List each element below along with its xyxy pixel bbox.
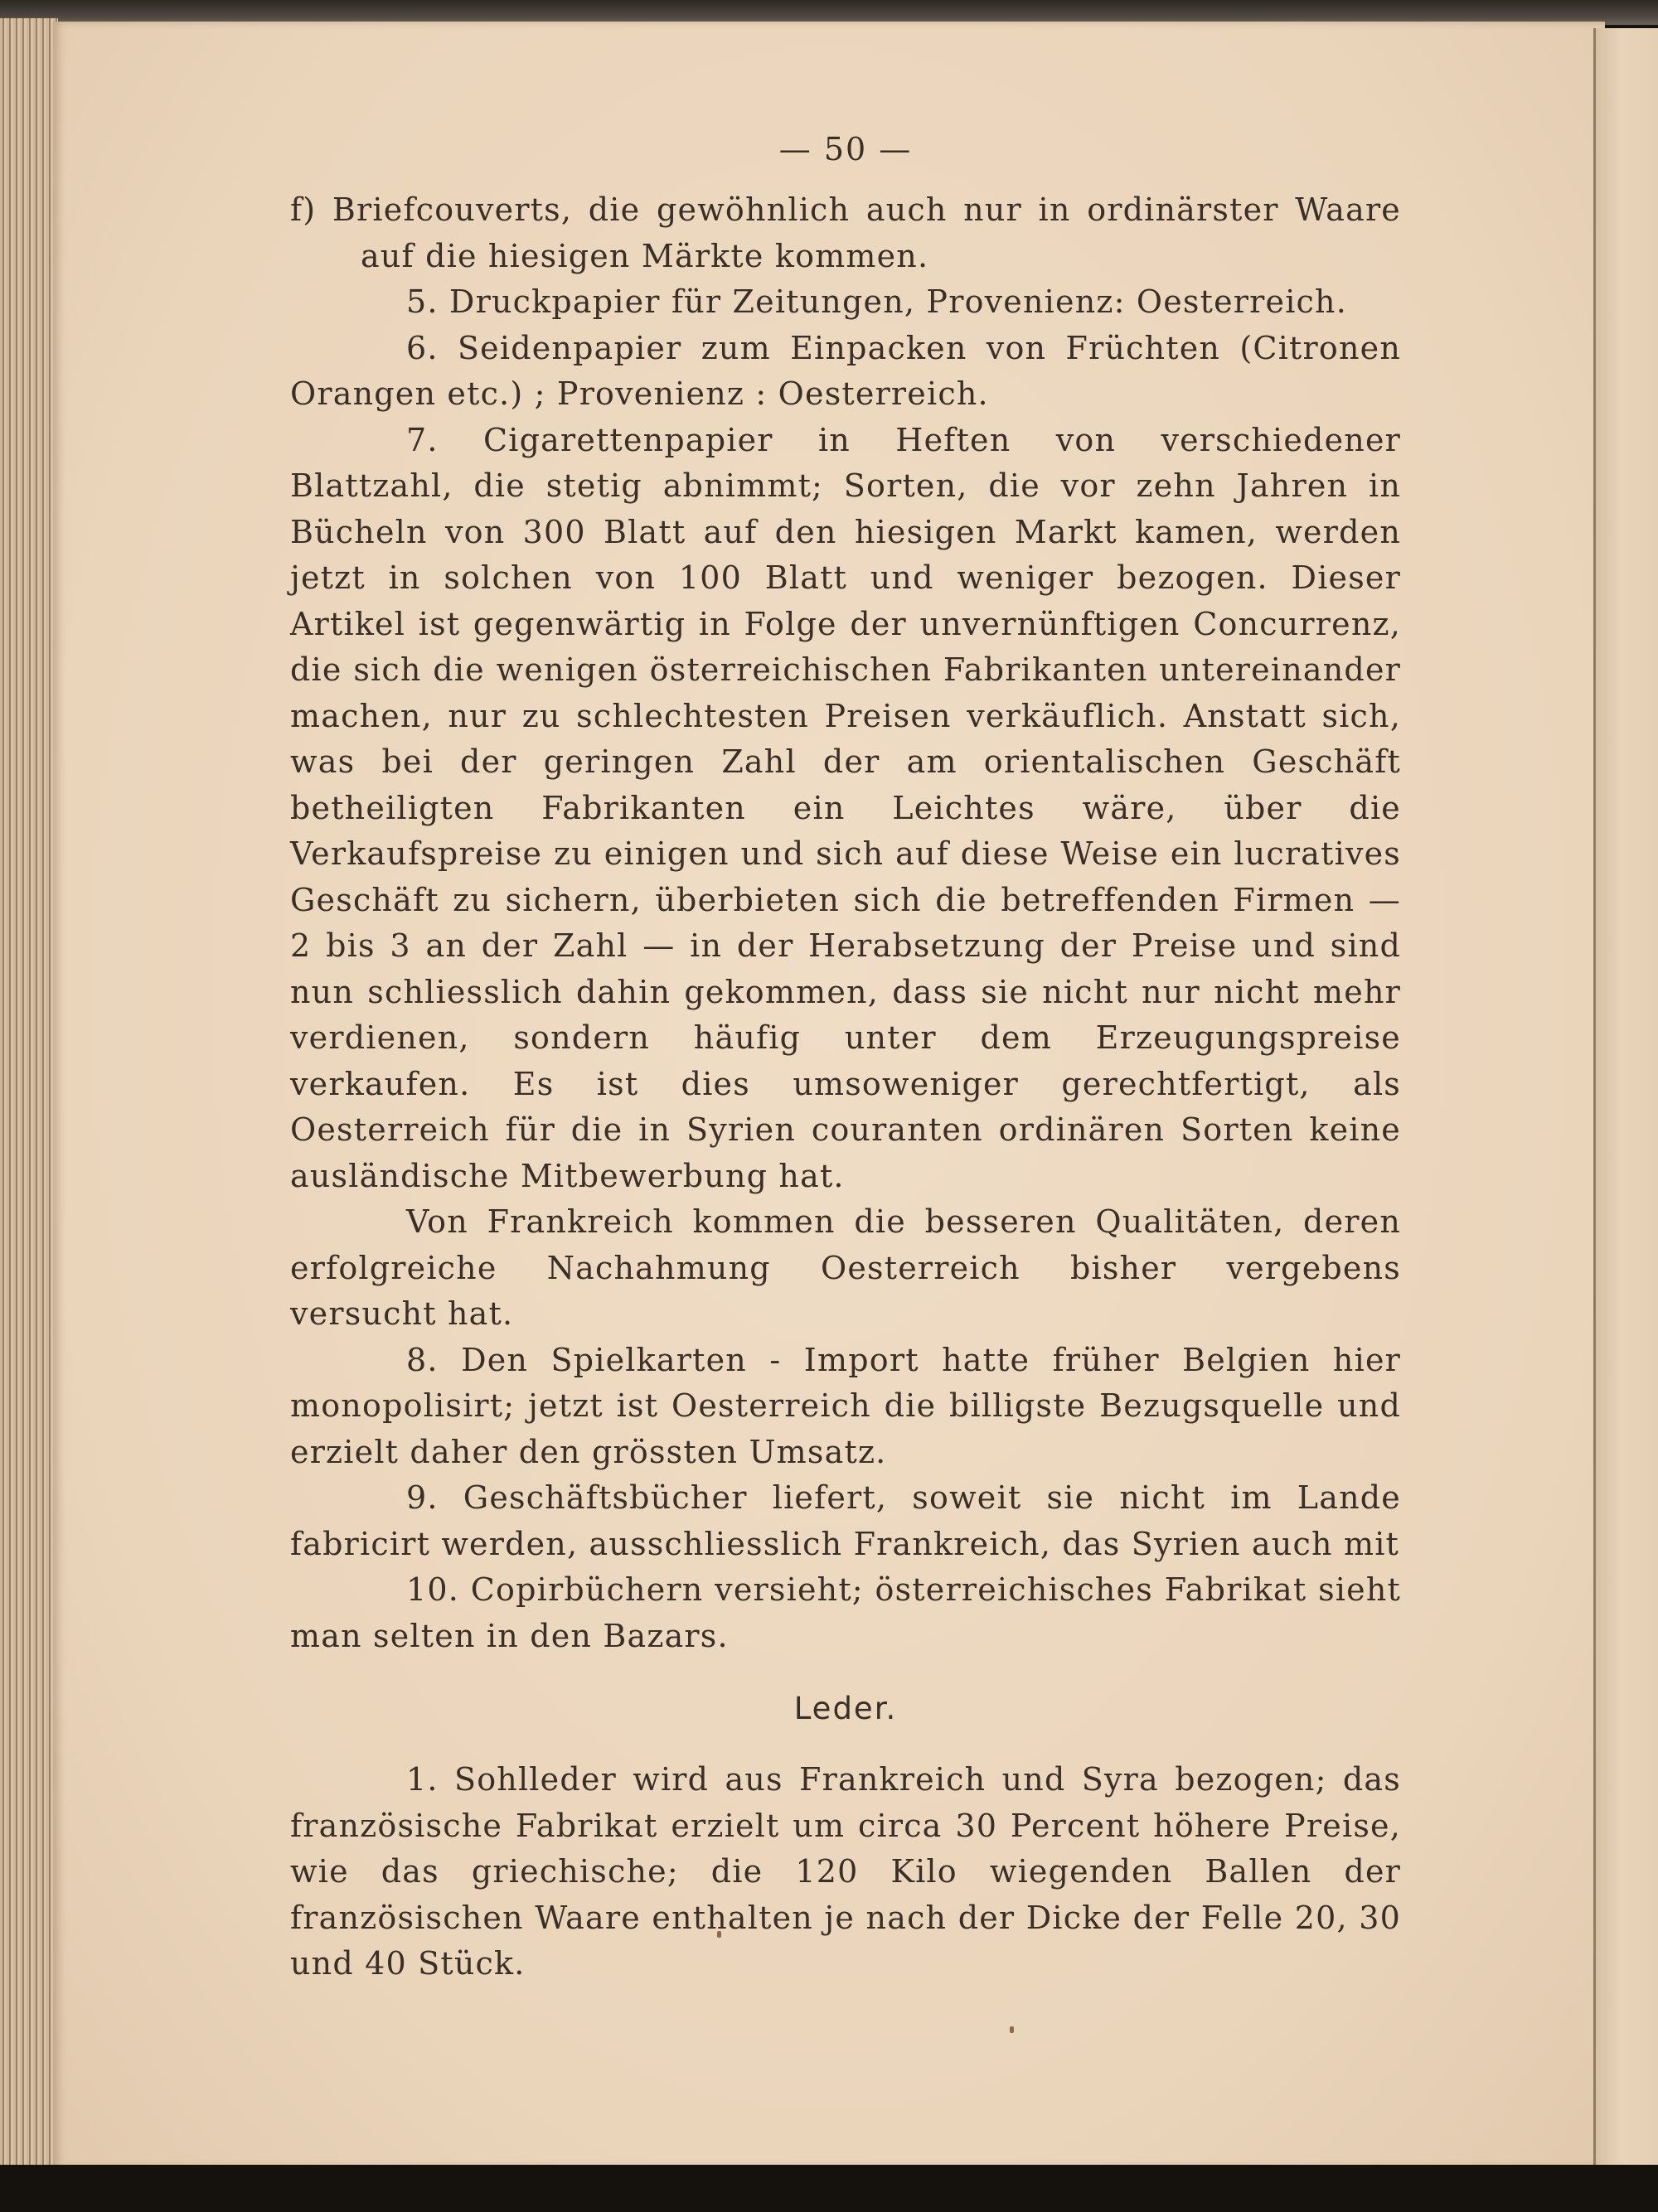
paragraph-item-10: 10. Copirbüchern versieht; österreichisches Fabrikat sieht man selten in den Bazars. xyxy=(290,1571,1401,1654)
paragraph-item-6: 6. Seidenpapier zum Einpacken von Früchten (Citronen Orangen etc.) ; Provenienz : Oesterreich. xyxy=(290,329,1401,412)
paragraph-item-5: 5. Druckpapier für Zeitungen, Provenienz: Oesterreich. xyxy=(406,283,1347,320)
page-text xyxy=(290,116,1401,1987)
section-heading-leder: Leder. xyxy=(793,1691,898,1726)
paper-speck xyxy=(1010,2026,1014,2033)
page-number: — 50 — xyxy=(778,131,913,167)
next-page-edge xyxy=(1593,28,1658,2175)
paragraph-item-7: 7. Cigarettenpapier in Heften von verschiedener Blattzahl, die stetig abnimmt; Sorten, die vor zehn Jahren in Bücheln von 300 Blatt auf den hiesigen Markt kamen, werden jetzt in solchen von 100 Blatt und weniger bezogen. Dieser Artikel ist gegenwärtig in Folge der unvernünftigen Concurrenz, die sich die wenigen österreichischen Fabrikanten untereinander machen, nur zu schlechtesten Preisen verkäuflich. Anstatt sich, was bei der geringen Zahl der am orientalischen Geschäft betheiligten Fabrikanten ein Leichtes wäre, über die Verkaufspreise zu einigen und sich auf diese Weise ein lucratives Geschäft zu sichern, überbieten sich die betreffenden Firmen — 2 bis 3 an der Zahl — in der Herabsetzung der Preise und sind nun schliesslich dahin gekommen, dass sie nicht nur nicht mehr verdienen, sondern häufig unter dem Erzeugungspreise verkaufen. Es ist dies umsoweniger gerechtfertigt, als Oesterreich für die in Syrien couranten ordinären Sorten keine ausländische Mitbewerbung hat. xyxy=(290,421,1401,1194)
page-stack-edge xyxy=(0,18,58,2173)
paragraph-item-9: 9. Geschäftsbücher liefert, soweit sie nicht im Lande fabricirt werden, ausschliesslich Frankreich, das Syrien auch mit xyxy=(290,1479,1401,1562)
paragraph-leder-item-1: 1. Sohlleder wird aus Frankreich und Syra bezogen; das französische Fabrikat erzielt um circa 30 Percent höhere Preise, wie das griechische; die 120 Kilo wiegenden Ballen der französischen Waare enthalten je nach der Dicke der Felle 20, 30 und 40 Stück. xyxy=(290,1761,1401,1982)
paragraph-frankreich: Von Frankreich kommen die besseren Qualitäten, deren erfolgreiche Nachahmung Oesterreich bisher vergebens versucht hat. xyxy=(290,1203,1401,1332)
paragraph-item-8: 8. Den Spielkarten - Import hatte früher Belgien hier monopolisirt; jetzt ist Oesterreich die billigste Bezugsquelle und erzielt daher den grössten Umsatz. xyxy=(290,1341,1401,1470)
paragraph-item-f: f) Briefcouverts, die gewöhnlich auch nur in ordinärster Waare auf die hiesigen Märkte kommen. xyxy=(290,191,1401,274)
book-bottom-edge xyxy=(0,2165,1658,2212)
